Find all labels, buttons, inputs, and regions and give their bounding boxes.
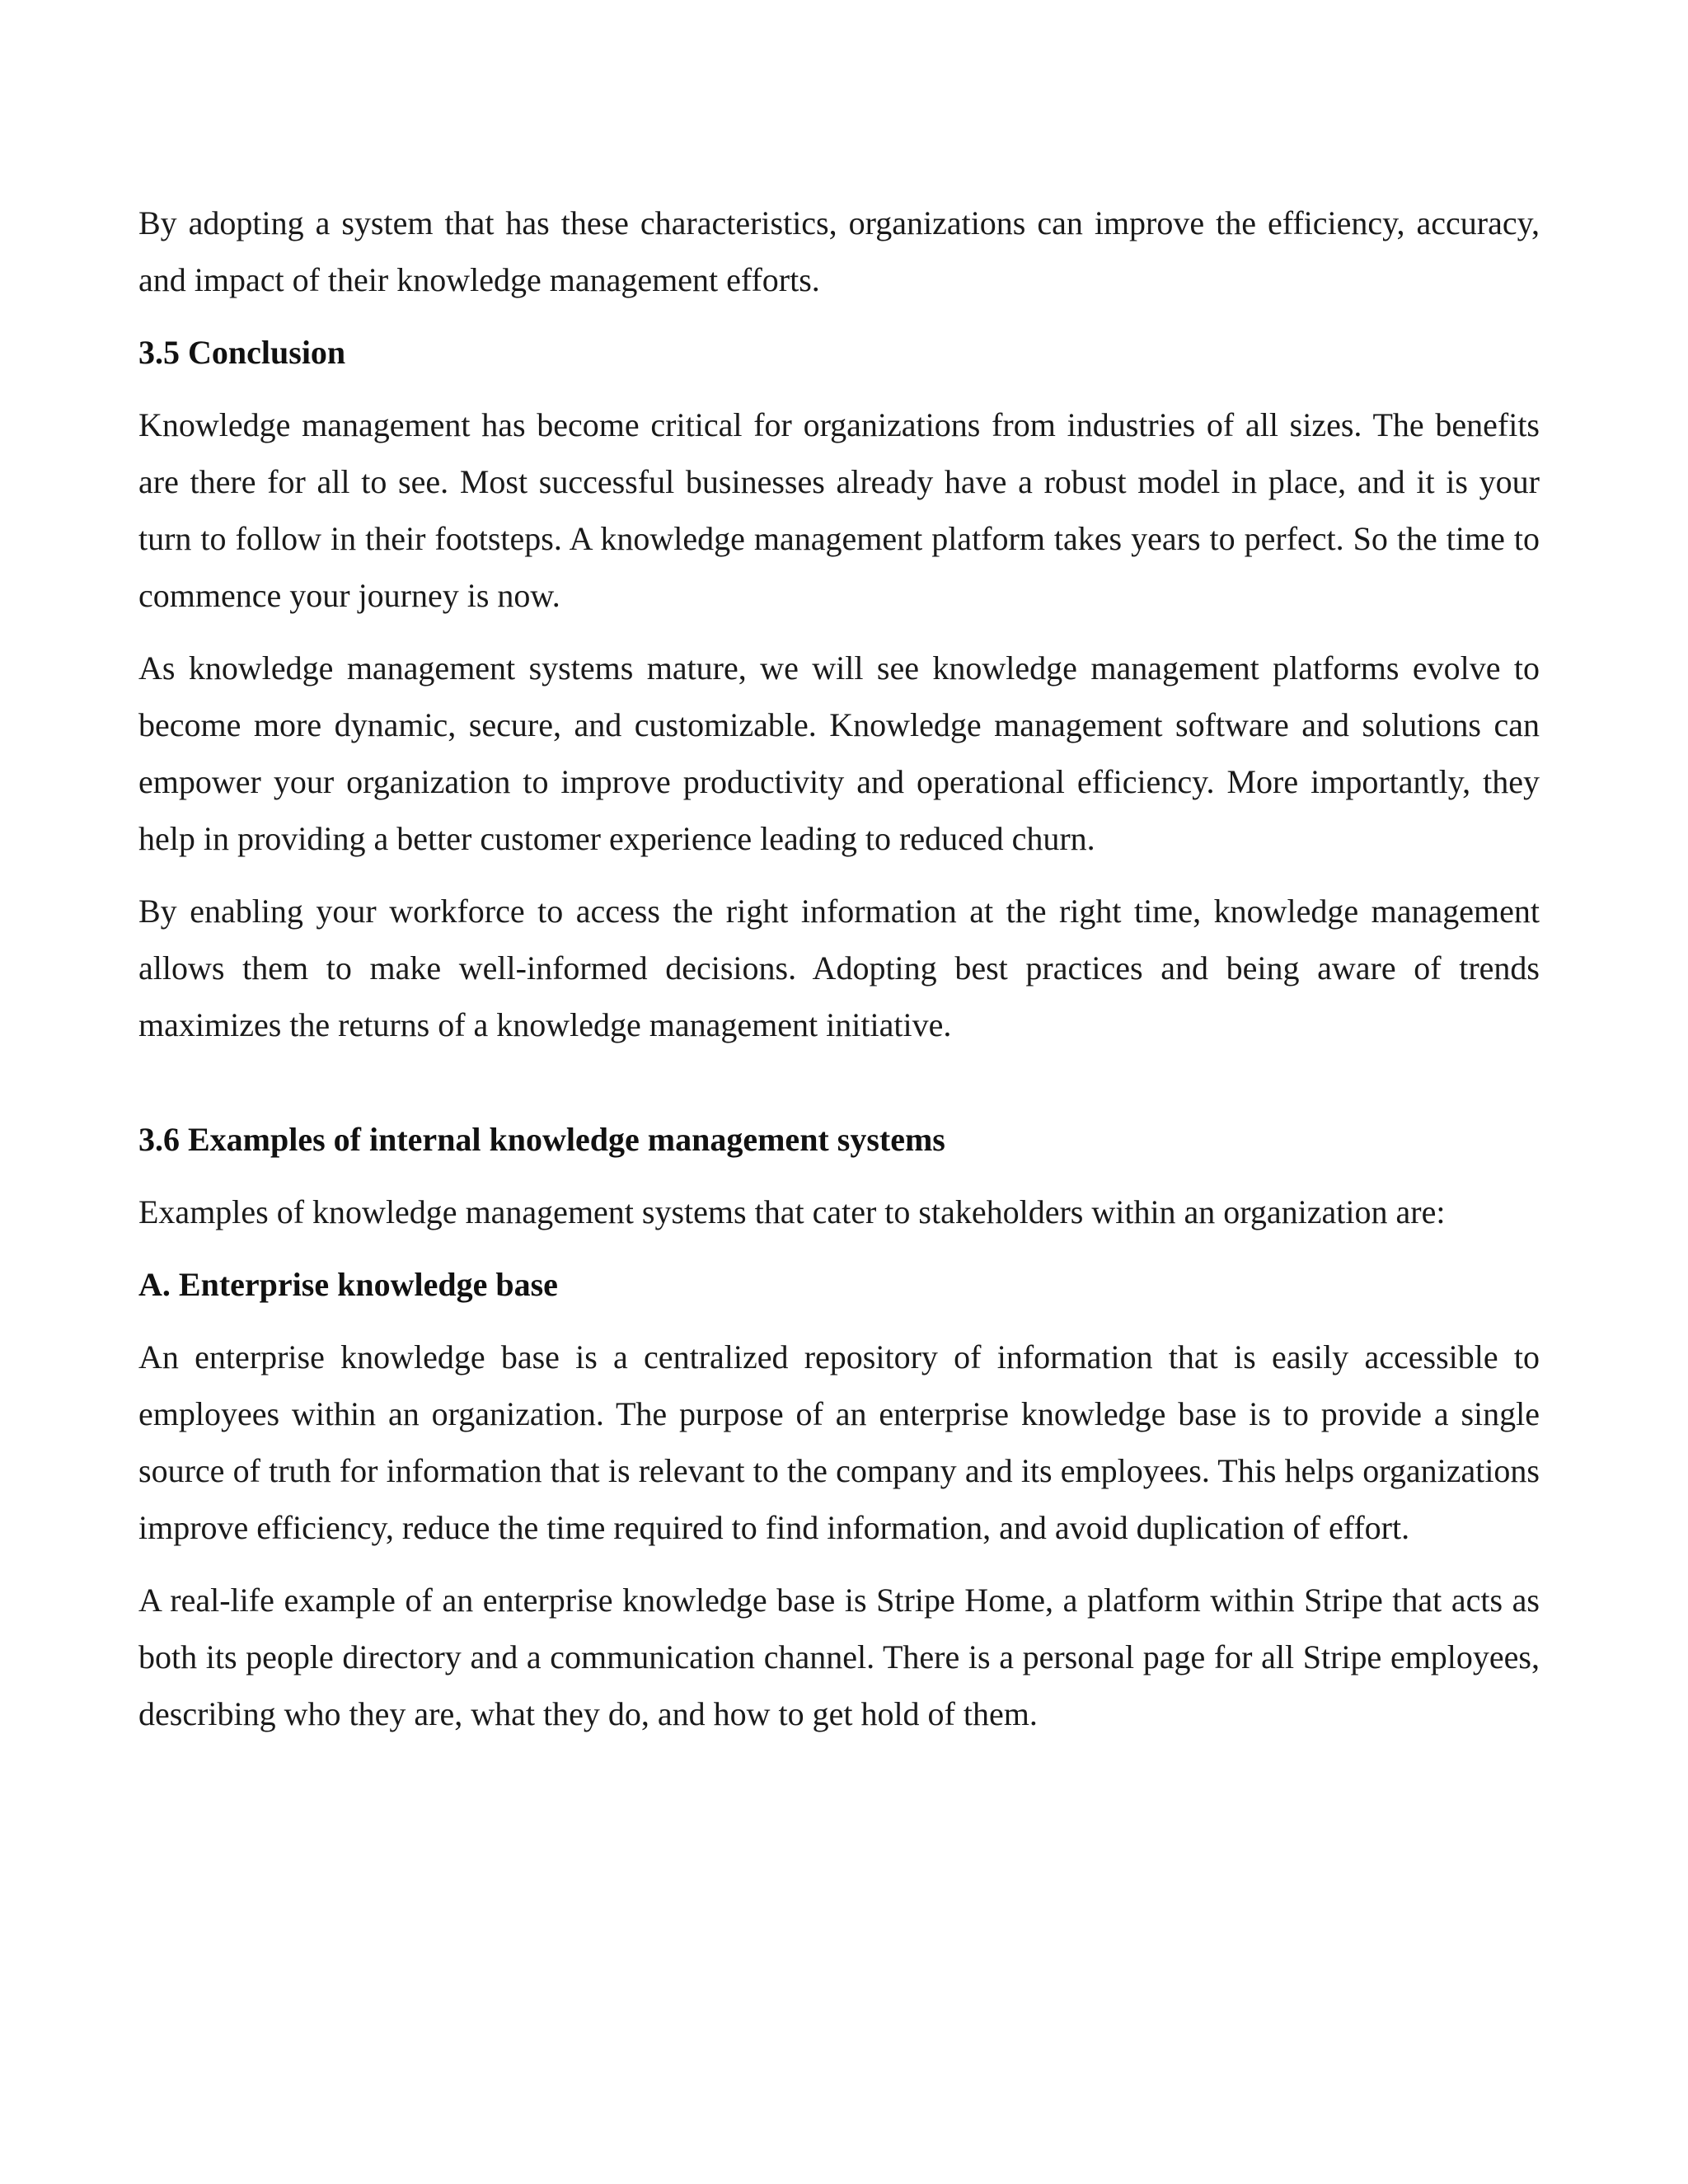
enterprise-paragraph-1: An enterprise knowledge base is a centralized repository of information that is easily accessible to employees within an organization. The purpose of an enterprise knowledge base is to provide a single source of truth for information that is relevant to the company and its employees. This helps organizations improve efficiency, reduce the time required to find information, and avoid duplication of effort. bbox=[138, 1338, 1540, 1546]
conclusion-paragraph-1: Knowledge management has become critical for organizations from industries of all sizes. The benefits are there for all to see. Most successful businesses already have a robust model in place, and it is your turn to follow in their footsteps. A knowledge management platform takes years to perfect. So the time to commence your journey is now. bbox=[138, 406, 1540, 614]
enterprise-paragraph-2: A real-life example of an enterprise knowledge base is Stripe Home, a platform within Stripe that acts as both its people directory and a communication channel. There is a personal page for all Stripe employees, describing who they are, what they do, and how to get hold of them. bbox=[138, 1582, 1540, 1732]
examples-paragraph: Examples of knowledge management systems that cater to stakeholders within an organization are: bbox=[138, 1193, 1446, 1230]
intro-paragraph: By adopting a system that has these characteristics, organizations can improve the efficiency, accuracy, and impact of their knowledge management efforts. bbox=[138, 204, 1540, 298]
conclusion-paragraph-2: As knowledge management systems mature, we will see knowledge management platforms evolve to become more dynamic, secure, and customizable. Knowledge management software and solutions can empower your organization to improve productivity and operational efficiency. More importantly, they help in providing a better customer experience leading to reduced churn. bbox=[138, 649, 1540, 857]
conclusion-paragraph-3: By enabling your workforce to access the right information at the right time, knowledge management allows them to make well-informed decisions. Adopting best practices and being aware of trends maximizes the returns of a knowledge management initiative. bbox=[138, 893, 1540, 1043]
enterprise-knowledge-base-heading: A. Enterprise knowledge base bbox=[138, 1266, 558, 1303]
conclusion-heading: 3.5 Conclusion bbox=[138, 334, 346, 371]
document-body bbox=[138, 194, 1540, 1758]
examples-heading: 3.6 Examples of internal knowledge management systems bbox=[138, 1121, 945, 1158]
